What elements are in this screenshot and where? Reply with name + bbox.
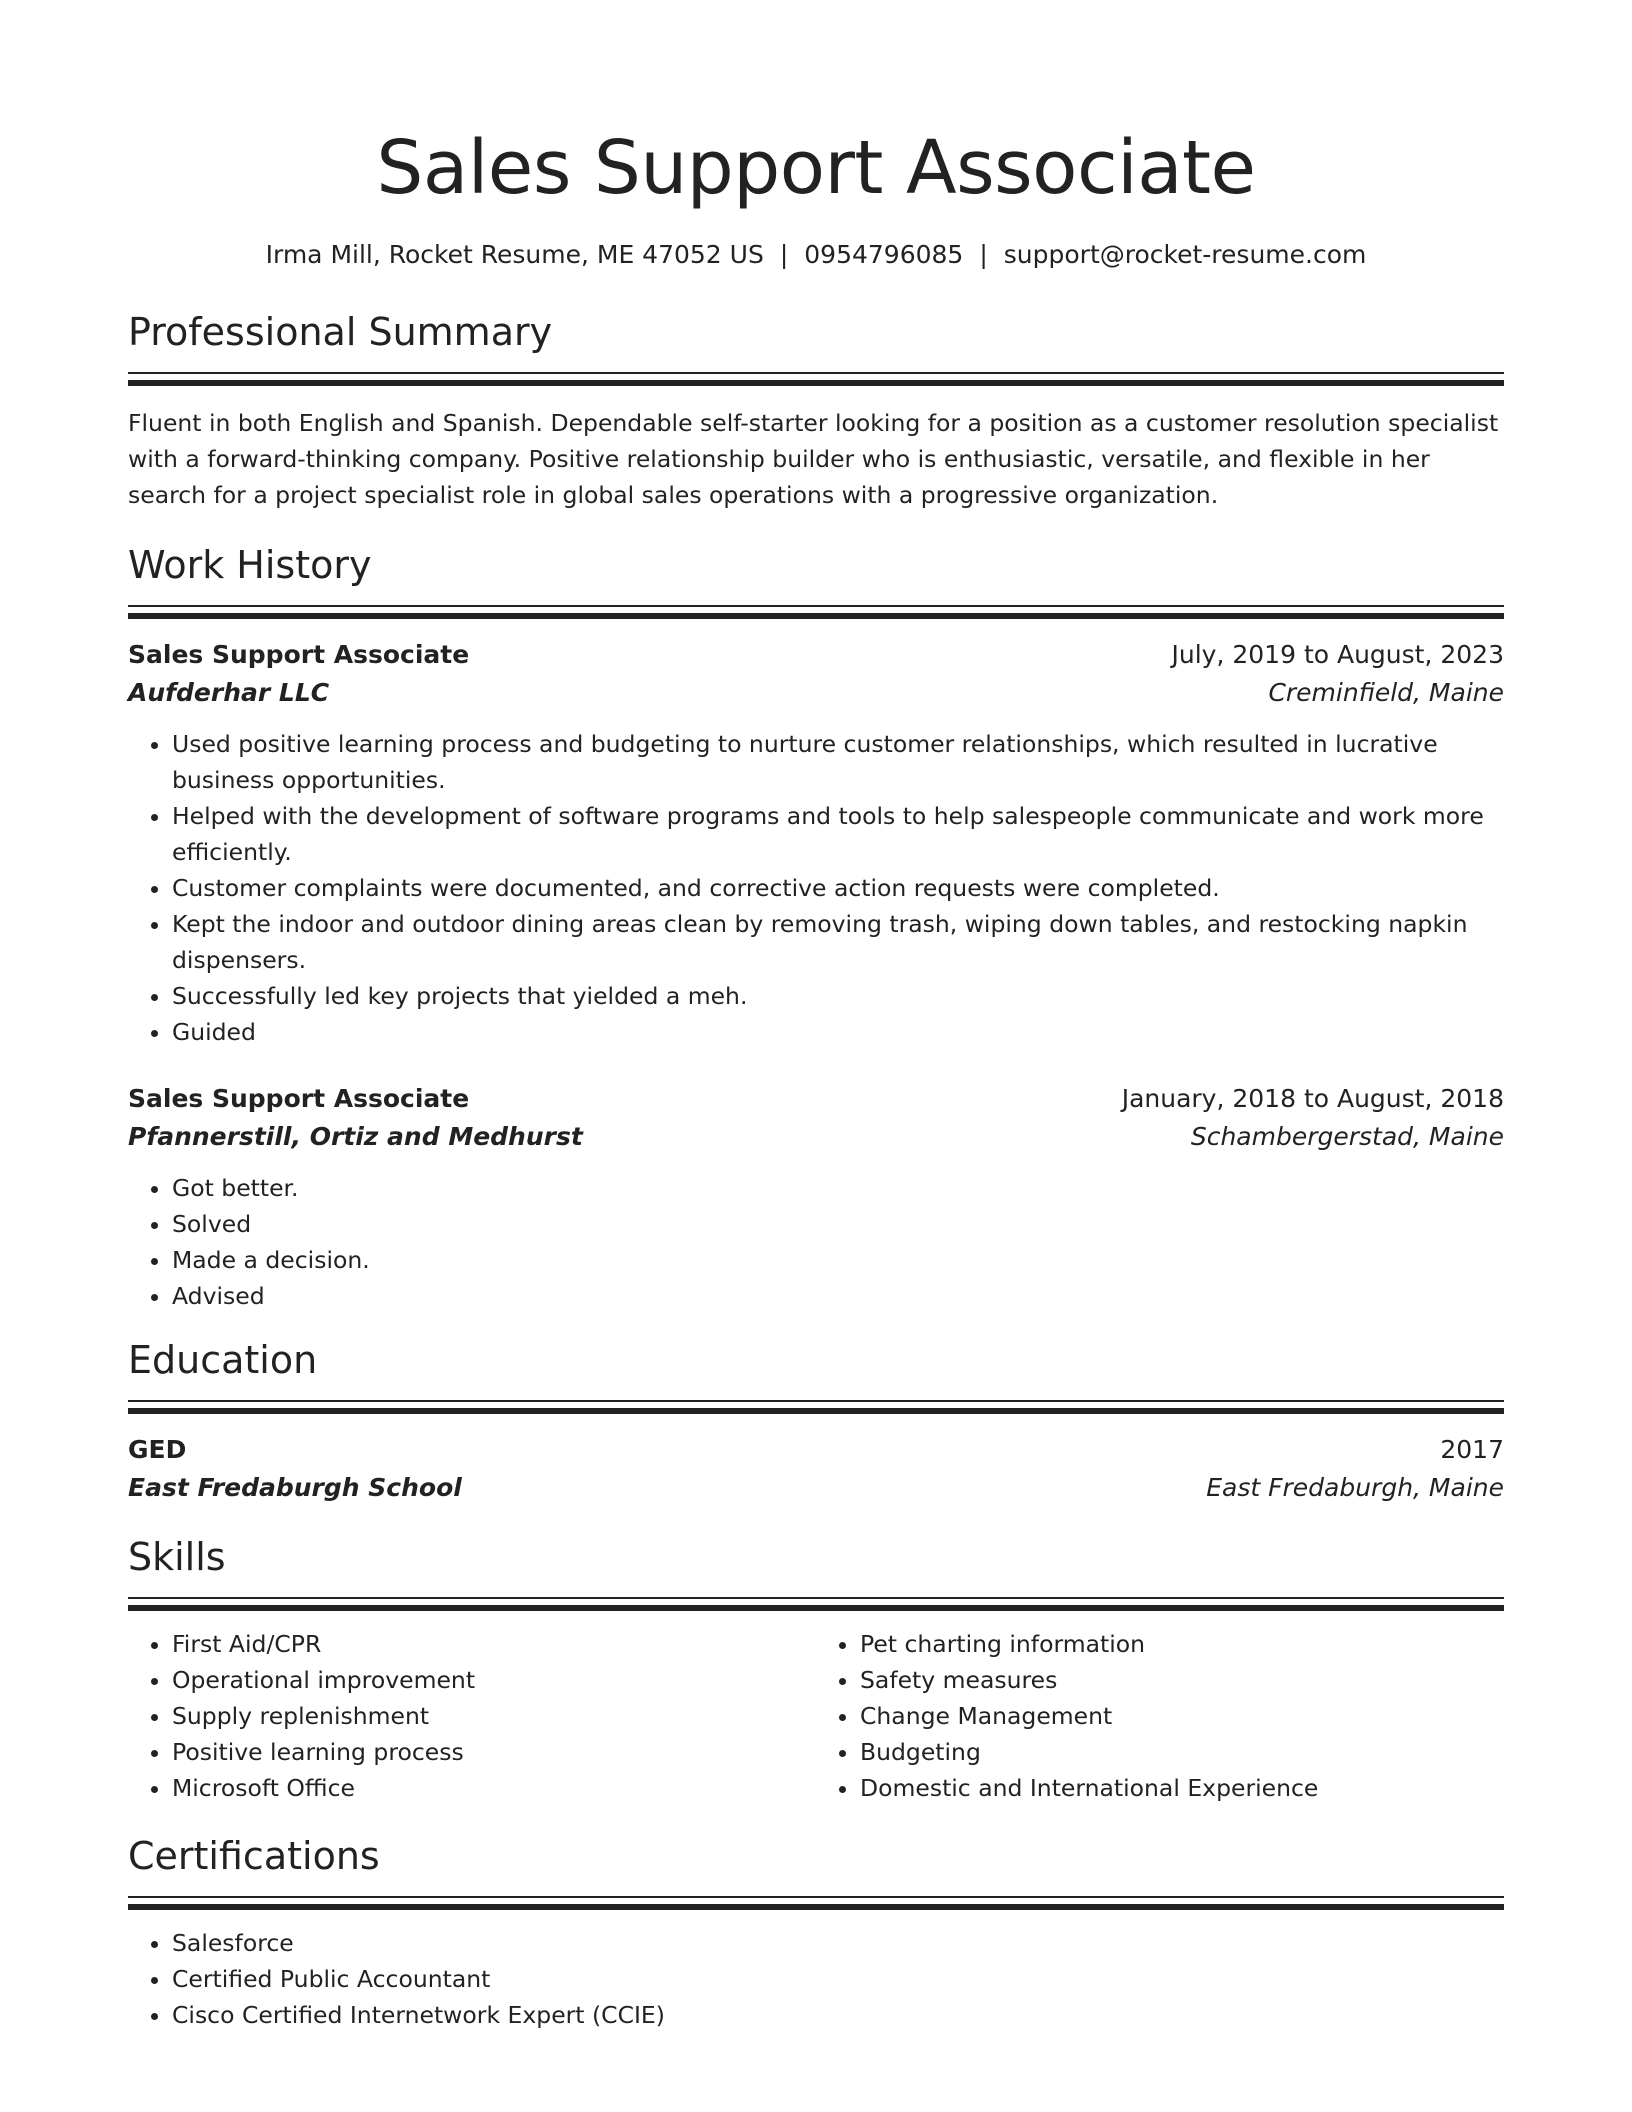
section-divider <box>128 1597 1504 1612</box>
section-divider <box>128 1400 1504 1415</box>
certifications-section <box>128 1832 1504 2033</box>
job-company: Aufderhar LLC <box>128 678 330 707</box>
list-item: • Advised <box>172 1278 1504 1314</box>
contact-separator: | <box>779 240 789 269</box>
summary-text: Fluent in both English and Spanish. Dependable self-starter looking for a position as a customer resolution specialist with a forward-thinking company. Positive relationship builder who is enthusiastic, versatile, and flexible in her search for a project specialist role in global sales operations with a progressive organization. <box>128 409 1499 509</box>
skills-columns <box>128 1626 1504 1806</box>
skill-item: • First Aid/CPR <box>172 1626 816 1662</box>
contact-phone: 0954796085 <box>804 240 964 269</box>
education-entry <box>128 1431 1504 1507</box>
skills-list-left <box>128 1626 816 1806</box>
resume-page <box>128 0 1504 2033</box>
list-item: • Successfully led key projects that yielded a meh. <box>172 978 1504 1014</box>
list-item: • Made a decision. <box>172 1242 1504 1278</box>
section-title-summary: Professional Summary <box>128 310 553 354</box>
education-school: East Fredaburgh School <box>128 1473 462 1502</box>
resume-name: Sales Support Associate <box>376 125 1256 211</box>
job-dates: July, 2019 to August, 2023 <box>1171 640 1504 669</box>
education-location: East Fredaburgh, Maine <box>1206 1473 1504 1502</box>
skill-item: • Safety measures <box>860 1662 1504 1698</box>
section-divider <box>128 605 1504 620</box>
job-bullets <box>128 1170 1504 1314</box>
job-title: Sales Support Associate <box>128 640 470 669</box>
job-entry <box>128 1080 1504 1314</box>
section-divider <box>128 372 1504 387</box>
job-bullets <box>128 726 1504 1050</box>
job-company: Pfannerstill, Ortiz and Medhurst <box>128 1122 583 1151</box>
job-dates: January, 2018 to August, 2018 <box>1121 1084 1504 1113</box>
certifications-list <box>128 1925 1504 2033</box>
skill-item: • Microsoft Office <box>172 1770 816 1806</box>
list-item: • Kept the indoor and outdoor dining areas clean by removing trash, wiping down tables, and restocking napkin dispensers. <box>172 906 1504 978</box>
skill-item: • Supply replenishment <box>172 1698 816 1734</box>
skill-item: • Operational improvement <box>172 1662 816 1698</box>
section-divider <box>128 1896 1504 1911</box>
contact-address: Irma Mill, Rocket Resume, ME 47052 US <box>265 240 764 269</box>
job-location: Schambergerstad, Maine <box>1190 1122 1504 1151</box>
skill-item: • Budgeting <box>860 1734 1504 1770</box>
list-item: • Got better. <box>172 1170 1504 1206</box>
education-degree: GED <box>128 1435 187 1464</box>
contact-line <box>128 238 1504 272</box>
section-title-work: Work History <box>128 543 372 587</box>
section-title-education: Education <box>128 1338 318 1382</box>
skill-item: • Pet charting information <box>860 1626 1504 1662</box>
certification-item: • Certified Public Accountant <box>172 1961 1504 1997</box>
certification-item: • Salesforce <box>172 1925 1504 1961</box>
skill-item: • Domestic and International Experience <box>860 1770 1504 1806</box>
section-title-certifications: Certifications <box>128 1834 380 1878</box>
skills-section <box>128 1533 1504 1806</box>
skills-list-right <box>816 1626 1504 1806</box>
section-title-skills: Skills <box>128 1535 226 1579</box>
list-item: • Solved <box>172 1206 1504 1242</box>
list-item: • Customer complaints were documented, and corrective action requests were completed. <box>172 870 1504 906</box>
contact-email: support@rocket-resume.com <box>1003 240 1367 269</box>
list-item: • Guided <box>172 1014 1504 1050</box>
work-history-section <box>128 541 1504 1314</box>
skill-item: • Positive learning process <box>172 1734 816 1770</box>
job-location: Creminfield, Maine <box>1268 678 1504 707</box>
education-section <box>128 1336 1504 1507</box>
job-title: Sales Support Associate <box>128 1084 470 1113</box>
skill-item: • Change Management <box>860 1698 1504 1734</box>
contact-separator: | <box>979 240 988 269</box>
summary-section <box>128 308 1504 513</box>
job-entry <box>128 636 1504 1050</box>
list-item: • Helped with the development of software programs and tools to help salespeople communicate and work more efficiently. <box>172 798 1504 870</box>
education-year: 2017 <box>1440 1435 1504 1464</box>
certification-item: • Cisco Certified Internetwork Expert (CCIE) <box>172 1997 1504 2033</box>
list-item: • Used positive learning process and budgeting to nurture customer relationships, which resulted in lucrative business opportunities. <box>172 726 1504 798</box>
